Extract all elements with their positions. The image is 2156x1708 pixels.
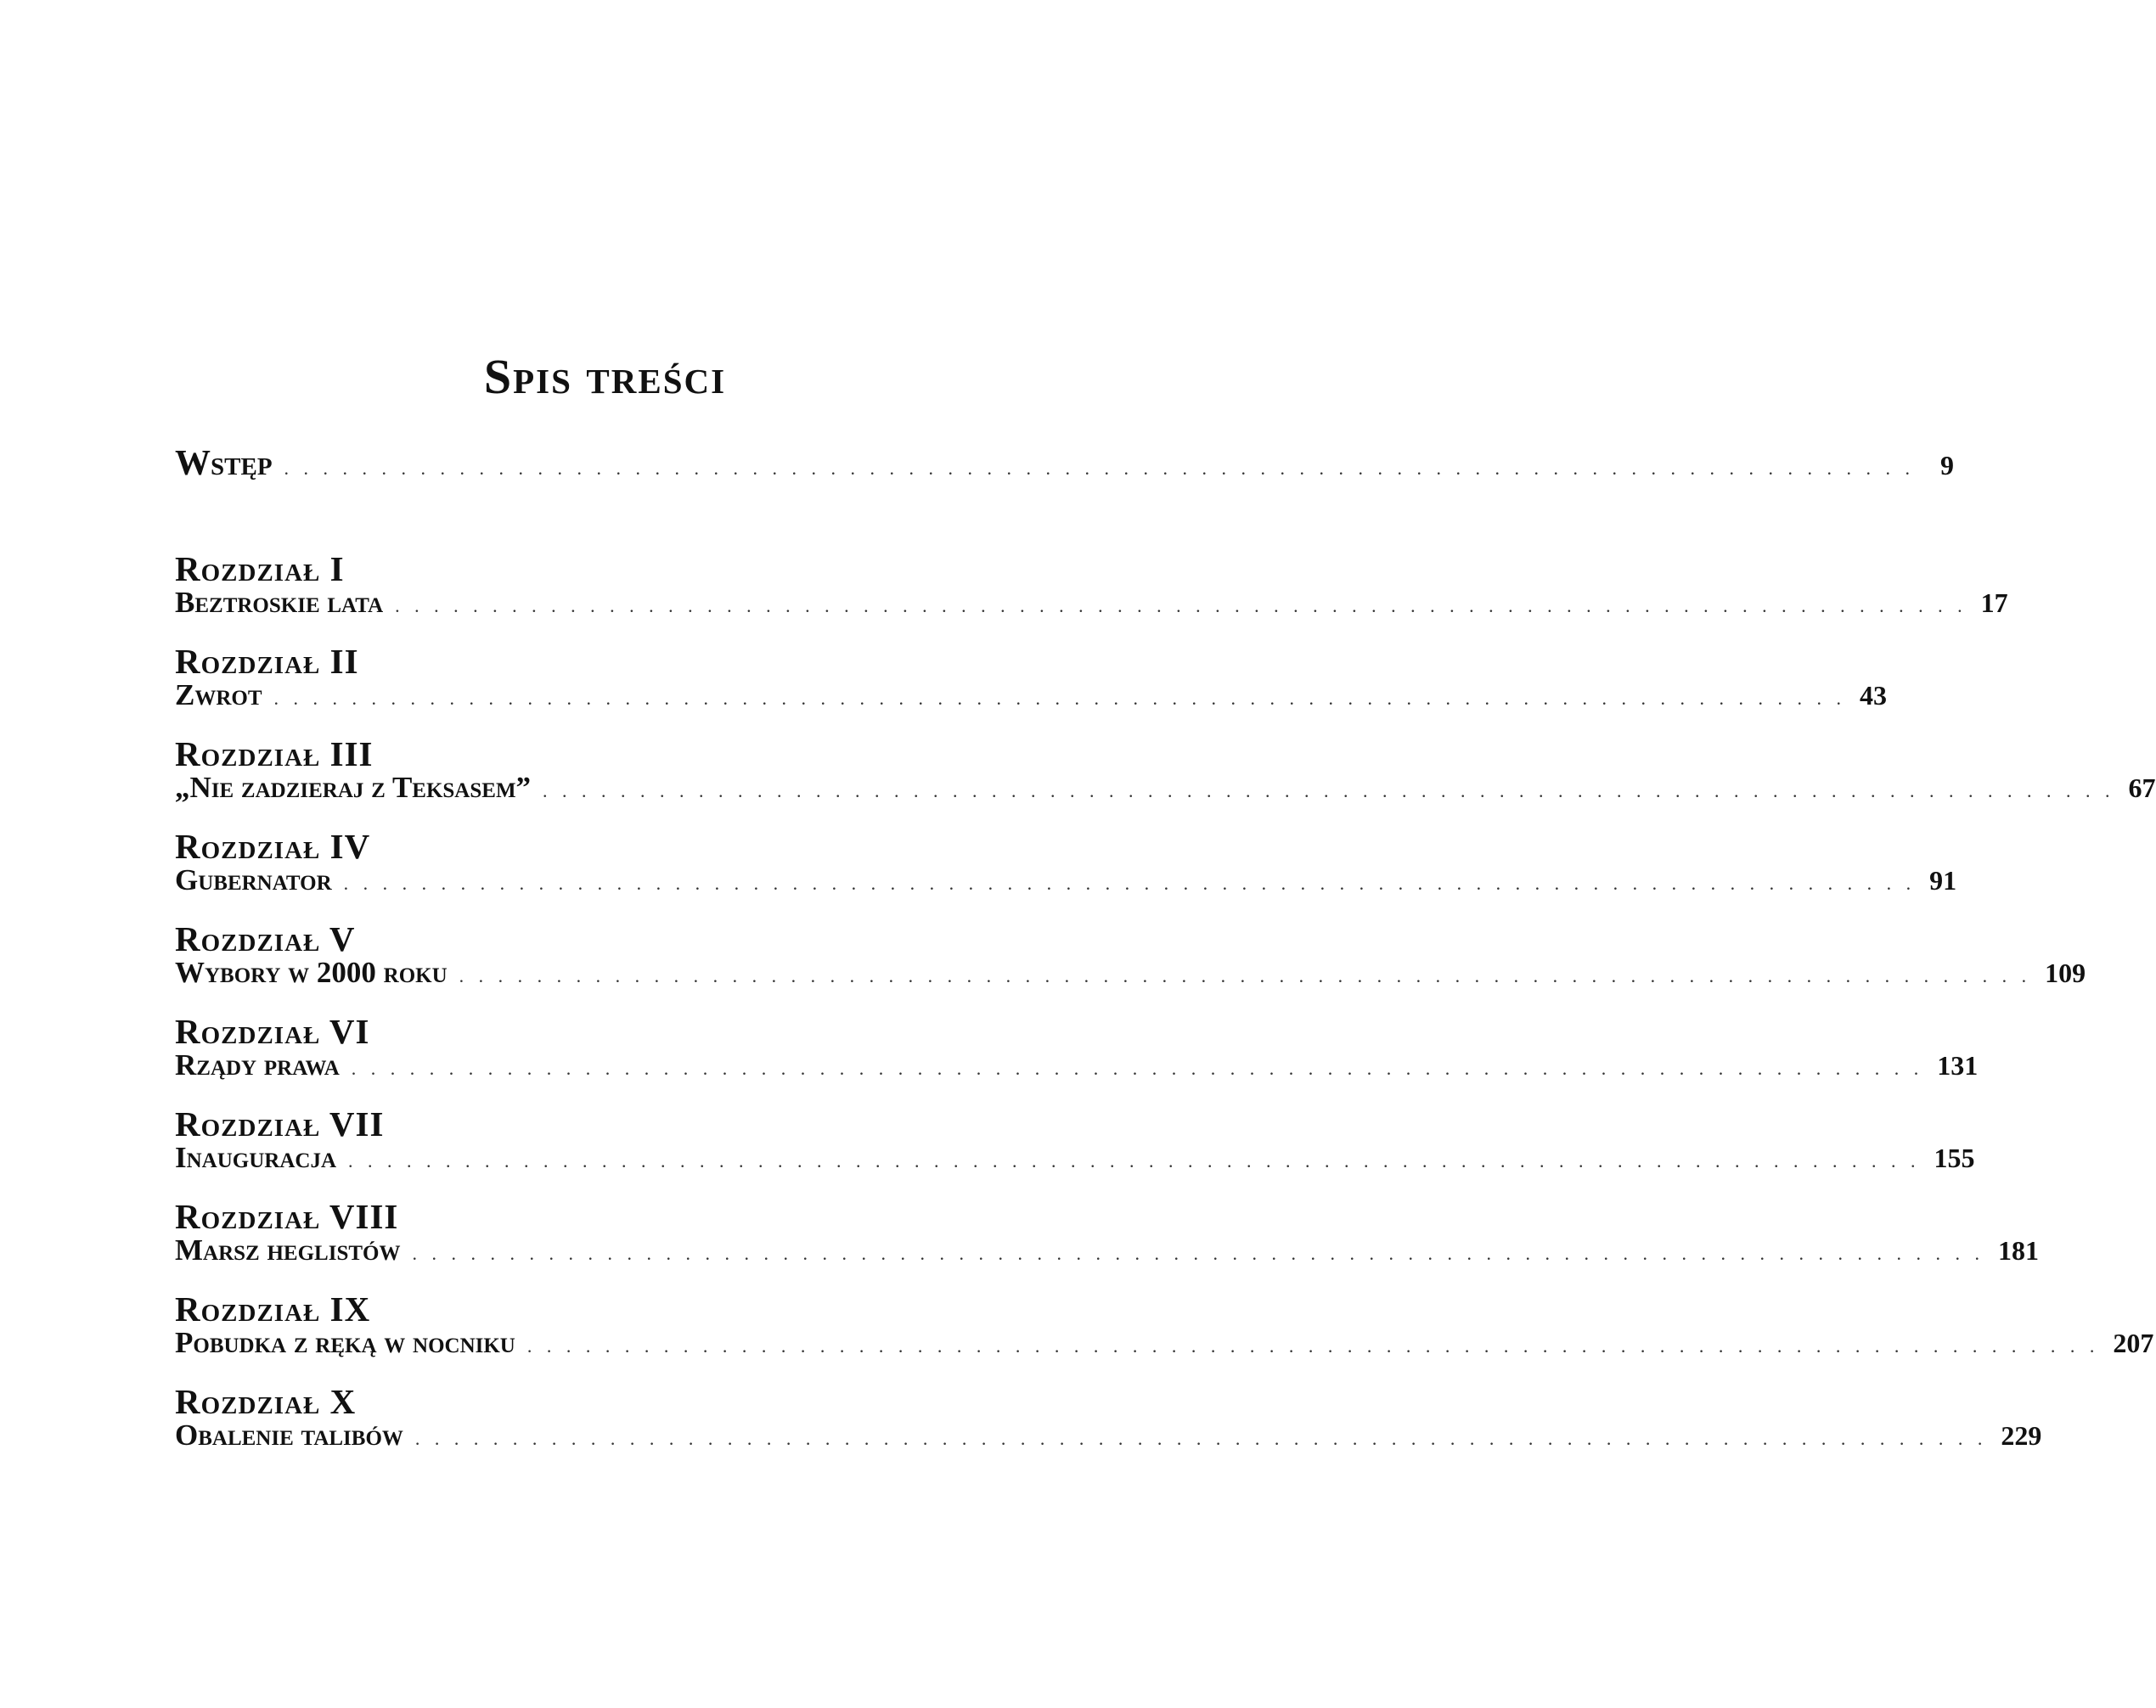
toc-entry-chapter[interactable]: [175, 678, 1888, 712]
toc-entry-title: Pobudka z ręką w nocniku: [175, 1326, 515, 1359]
toc-entry-page: 131: [1937, 1050, 1979, 1081]
dot-leader: . . . . . . . . . . . . . . . . . . . . . . . . . . . . . . . . . . . . . . . . . . . . . . . . . . . . . . . . . . . . . . . . . . . . . . . . . . . . . . . . .: [526, 1335, 2100, 1357]
chapter-label: Rozdział X: [175, 1382, 357, 1421]
chapter-label: Rozdział VI: [175, 1012, 370, 1051]
toc-entry-page: 109: [2045, 958, 2086, 988]
toc-entry-chapter[interactable]: [175, 1233, 2039, 1267]
dot-leader: . . . . . . . . . . . . . . . . . . . . . . . . . . . . . . . . . . . . . . . . . . . . . . . . . . . . . . . . . . . . . . . . . . . . . . . . . . . . . . . . . . . .: [284, 458, 1916, 479]
toc-entry-title: Gubernator: [175, 863, 332, 896]
toc-entry-title: Marsz heglistów: [175, 1233, 401, 1267]
toc-entry-chapter[interactable]: [175, 1419, 2042, 1452]
toc-entry-title: Wybory w 2000 roku: [175, 956, 448, 989]
chapter-label: Rozdział VIII: [175, 1197, 399, 1236]
dot-leader: . . . . . . . . . . . . . . . . . . . . . . . . . . . . . . . . . . . . . . . . . . . . . . . . . . . . . . . . . . . . . . . . . . . . . . . . . . . . . . . . .: [459, 965, 2032, 986]
toc-entry-page: 67: [2128, 773, 2156, 803]
dot-leader: . . . . . . . . . . . . . . . . . . . . . . . . . . . . . . . . . . . . . . . . . . . . . . . . . . . . . . . . . . . . . . . . . . . . . . . . . . . . . . . . .: [543, 780, 2115, 801]
chapter-label: Rozdział VII: [175, 1104, 385, 1143]
toc-entry-title: Inauguracja: [175, 1141, 336, 1174]
toc-entry-title: Obalenie talibów: [175, 1419, 403, 1452]
toc-entry-title: Beztroskie lata: [175, 586, 384, 619]
toc-entry-chapter[interactable]: [175, 863, 1957, 897]
toc-entry-chapter[interactable]: [175, 1141, 1975, 1175]
dot-leader: . . . . . . . . . . . . . . . . . . . . . . . . . . . . . . . . . . . . . . . . . . . . . . . . . . . . . . . . . . . . . . . . . . . . . . . . . . . . . . . . .: [273, 688, 1847, 709]
chapter-label: Rozdział II: [175, 642, 359, 681]
chapter-label: Rozdział III: [175, 734, 374, 773]
dot-leader: . . . . . . . . . . . . . . . . . . . . . . . . . . . . . . . . . . . . . . . . . . . . . . . . . . . . . . . . . . . . . . . . . . . . . . . . . . . . . . . . .: [348, 1150, 1921, 1171]
chapter-label: Rozdział V: [175, 919, 356, 958]
toc-entry-page: 91: [1929, 865, 1957, 896]
dot-leader: . . . . . . . . . . . . . . . . . . . . . . . . . . . . . . . . . . . . . . . . . . . . . . . . . . . . . . . . . . . . . . . . . . . . . . . . . . . . . . . . .: [414, 1428, 1988, 1449]
toc-entry-page: 17: [1980, 587, 2008, 618]
dot-leader: . . . . . . . . . . . . . . . . . . . . . . . . . . . . . . . . . . . . . . . . . . . . . . . . . . . . . . . . . . . . . . . . . . . . . . . . . . . . . . . . .: [351, 1058, 1924, 1079]
toc-entry-chapter[interactable]: [175, 586, 2008, 620]
toc-entry-intro[interactable]: [175, 443, 1955, 484]
toc-title: Spis treści: [483, 349, 727, 404]
chapter-label: Rozdział I: [175, 549, 345, 588]
toc-entry-title: Wstęp: [175, 444, 273, 483]
toc-entry-chapter[interactable]: [175, 771, 2156, 805]
toc-entry-title: Zwrot: [175, 678, 262, 711]
toc-entry-title: „Nie zadzieraj z Teksasem”: [175, 771, 532, 804]
toc-entry-page: 207: [2113, 1328, 2154, 1358]
toc-entry-page: 43: [1860, 680, 1888, 711]
dot-leader: . . . . . . . . . . . . . . . . . . . . . . . . . . . . . . . . . . . . . . . . . . . . . . . . . . . . . . . . . . . . . . . . . . . . . . . . . . . . . . . . .: [412, 1243, 1984, 1264]
toc-entry-chapter[interactable]: [175, 1326, 2154, 1360]
toc-entry-page: 181: [1997, 1235, 2039, 1266]
toc-entry-chapter[interactable]: [175, 1048, 1979, 1082]
toc-entry-title: Rządy prawa: [175, 1048, 340, 1082]
toc-entry-chapter[interactable]: [175, 956, 2086, 990]
toc-entry-page: 229: [2001, 1420, 2042, 1451]
dot-leader: . . . . . . . . . . . . . . . . . . . . . . . . . . . . . . . . . . . . . . . . . . . . . . . . . . . . . . . . . . . . . . . . . . . . . . . . . . . . . . . . .: [395, 595, 1967, 616]
dot-leader: . . . . . . . . . . . . . . . . . . . . . . . . . . . . . . . . . . . . . . . . . . . . . . . . . . . . . . . . . . . . . . . . . . . . . . . . . . . . . . . . .: [343, 873, 1917, 894]
chapter-label: Rozdział IX: [175, 1289, 371, 1329]
toc-entry-page: 9: [1940, 450, 1955, 480]
chapter-label: Rozdział IV: [175, 827, 371, 866]
toc-entry-page: 155: [1934, 1143, 1975, 1173]
